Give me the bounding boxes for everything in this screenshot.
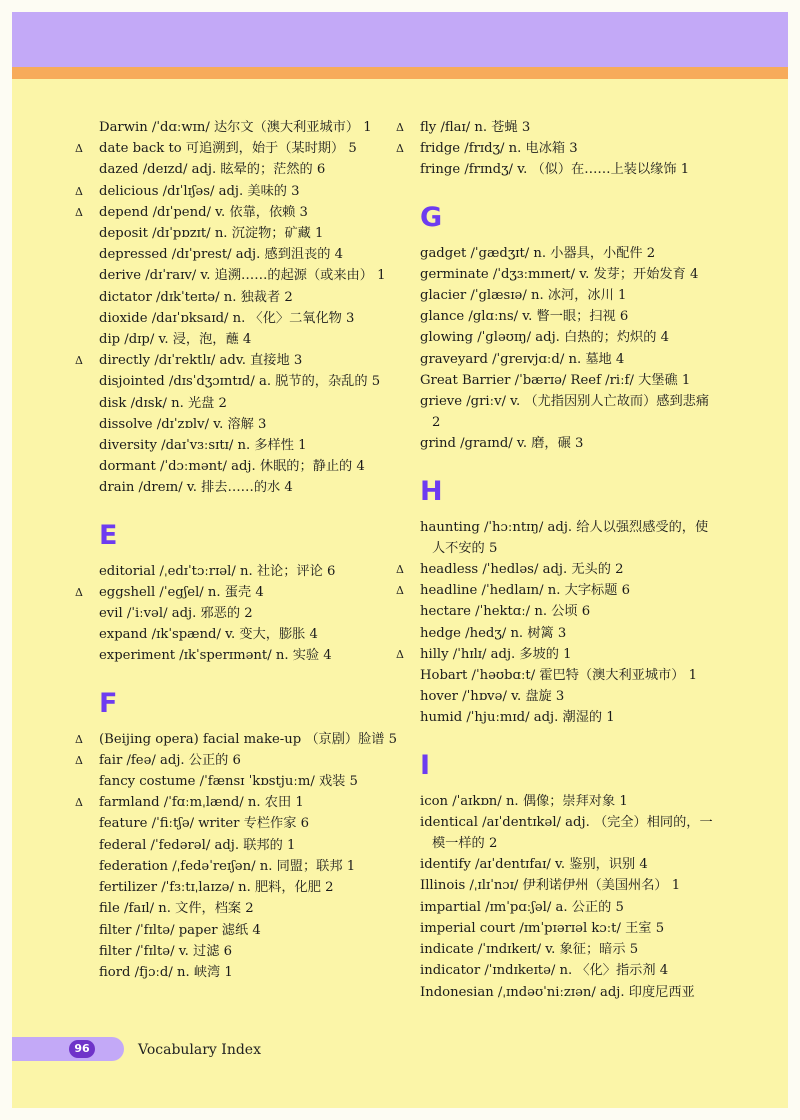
vocab-entry <box>420 665 720 686</box>
footer-title: Vocabulary Index <box>138 1042 261 1058</box>
vocab-entry-text: fancy costume /ˈfænsɪ ˈkɒstjuːm/ 戏装 5 <box>99 774 358 790</box>
vocab-entry <box>99 308 399 329</box>
vocab-entry <box>99 117 399 138</box>
page-number: 96 <box>69 1040 95 1058</box>
vocab-entry-text: delicious /dɪˈlɪʃəs/ adj. 美味的 3 <box>99 183 300 199</box>
vocab-entry-text: hectare /ˈhektɑː/ n. 公顷 6 <box>420 604 591 620</box>
vocab-entry-text: icon /ˈaɪkɒn/ n. 偶像；崇拜对象 1 <box>420 793 628 809</box>
vocab-entry <box>420 791 720 812</box>
vocab-entry <box>420 686 720 707</box>
vocab-entry <box>99 477 399 498</box>
vocab-entry-text: eggshell /ˈegʃel/ n. 蛋壳 4 <box>99 584 264 600</box>
vocab-entry <box>420 285 720 306</box>
vocab-entry-text: deposit /dɪˈpɒzɪt/ n. 沉淀物；矿藏 1 <box>99 226 324 242</box>
vocab-entry-text: gadget /ˈgædʒɪt/ n. 小器具，小配件 2 <box>420 245 656 261</box>
vocab-entry <box>420 623 720 644</box>
vocab-entry-text: grieve /griːv/ v. （尤指因别人亡故而）感到悲痛 2 <box>420 394 710 431</box>
vocab-entry <box>420 854 720 875</box>
vocab-entry <box>99 813 399 834</box>
vocab-entry: Δ (Beijing opera) facial make-up （京剧）脸谱 5 <box>75 731 398 747</box>
vocab-entry <box>99 771 399 792</box>
vocab-entry <box>420 391 720 433</box>
section-letter: G <box>420 201 443 233</box>
vocab-entry-text: derive /dɪˈraɪv/ v. 追溯……的起源（或来由） 1 <box>99 268 386 284</box>
vocab-entry <box>99 898 399 919</box>
vocab-entry-text: Great Barrier /ˈbærɪə/ Reef /riːf/ 大堡礁 1 <box>420 372 691 388</box>
index-column-right <box>396 117 720 1003</box>
header-stripe <box>12 67 788 79</box>
vocab-entry: Δ hilly /ˈhɪlɪ/ adj. 多坡的 1 <box>396 646 572 662</box>
vocab-entry-text: file /faɪl/ n. 文件，档案 2 <box>99 901 254 917</box>
vocab-entry: Δ depend /dɪˈpend/ v. 依靠，依赖 3 <box>75 204 308 220</box>
vocab-entry <box>99 393 399 414</box>
vocab-entry <box>99 435 399 456</box>
vocab-entry <box>99 962 399 983</box>
vocab-entry-text: fair /feə/ adj. 公正的 6 <box>99 752 241 768</box>
vocab-entry <box>99 877 399 898</box>
vocab-entry-text: humid /ˈhjuːmɪd/ adj. 潮湿的 1 <box>420 710 615 726</box>
vocab-entry-text: drain /dreɪn/ v. 排去……的水 4 <box>99 480 293 496</box>
vocab-entry <box>99 835 399 856</box>
vocab-entry-text: hedge /hedʒ/ n. 树篱 3 <box>420 625 567 641</box>
vocab-entry <box>420 707 720 728</box>
vocab-entry: Δ fridge /frɪdʒ/ n. 电冰箱 3 <box>396 141 578 157</box>
vocab-entry-text: germinate /ˈdʒɜːmɪneɪt/ v. 发芽；开始发育 4 <box>420 266 699 282</box>
vocab-entry-text: diversity /daɪˈvɜːsɪtɪ/ n. 多样性 1 <box>99 438 307 454</box>
vocab-entry-text: editorial /ˌedɪˈtɔːrɪəl/ n. 社论；评论 6 <box>99 563 336 579</box>
vocab-entry <box>420 370 720 391</box>
vocab-entry <box>420 601 720 622</box>
vocab-entry-text: fiord /fjɔːd/ n. 峡湾 1 <box>99 964 233 980</box>
vocab-entry-text: Darwin /ˈdɑːwɪn/ 达尔文（澳大利亚城市） 1 <box>99 120 372 135</box>
vocab-entry <box>420 517 720 559</box>
page <box>12 12 788 1108</box>
section-letter: H <box>420 475 443 507</box>
vocab-entry: Δ directly /dɪˈrektlɪ/ adv. 直接地 3 <box>75 353 303 369</box>
vocab-entry <box>420 159 720 180</box>
vocab-entry-text: federal /ˈfedərəl/ adj. 联邦的 1 <box>99 837 296 853</box>
vocab-entry-text: dictator /dɪkˈteɪtə/ n. 独裁者 2 <box>99 289 293 305</box>
vocab-entry-text: hilly /ˈhɪlɪ/ adj. 多坡的 1 <box>420 646 572 662</box>
vocab-entry <box>420 939 720 960</box>
vocab-entry <box>420 960 720 981</box>
vocab-entry-text: directly /dɪˈrektlɪ/ adv. 直接地 3 <box>99 353 303 369</box>
vocab-entry-text: evil /ˈiːvəl/ adj. 邪恶的 2 <box>99 606 253 622</box>
vocab-entry <box>99 561 399 582</box>
vocab-entry <box>99 603 399 624</box>
vocab-entry: Δ fair /feə/ adj. 公正的 6 <box>75 752 241 768</box>
vocab-entry <box>420 897 720 918</box>
vocab-entry-text: dip /dɪp/ v. 浸，泡，蘸 4 <box>99 332 252 348</box>
vocab-entry-text: dioxide /daɪˈɒksaɪd/ n. 〈化〉二氧化物 3 <box>99 310 355 326</box>
vocab-entry-text: impartial /ɪmˈpɑːʃəl/ a. 公正的 5 <box>420 899 624 915</box>
vocab-entry <box>99 371 399 392</box>
vocab-entry <box>420 327 720 348</box>
vocab-entry <box>99 414 399 435</box>
vocab-entry: Δ eggshell /ˈegʃel/ n. 蛋壳 4 <box>75 584 264 600</box>
index-column-left <box>75 117 399 983</box>
vocab-entry <box>99 329 399 350</box>
vocab-entry-text: identify /aɪˈdentɪfaɪ/ v. 鉴别，识别 4 <box>420 857 648 873</box>
vocab-entry-text: headline /ˈhedlaɪn/ n. 大字标题 6 <box>420 583 630 599</box>
vocab-entry-text: experiment /ɪkˈsperɪmənt/ n. 实验 4 <box>99 648 332 664</box>
vocab-entry <box>99 244 399 265</box>
vocab-entry-text: dissolve /dɪˈzɒlv/ v. 溶解 3 <box>99 416 267 432</box>
header-band <box>12 12 788 67</box>
vocab-entry <box>99 456 399 477</box>
vocab-entry-text: headless /ˈhedləs/ adj. 无头的 2 <box>420 562 624 578</box>
vocab-entry-text: glacier /ˈglæsɪə/ n. 冰河，冰川 1 <box>420 288 627 304</box>
vocab-entry: Δ headless /ˈhedləs/ adj. 无头的 2 <box>396 562 624 578</box>
vocab-entry-text: indicate /ˈɪndɪkeɪt/ v. 象征；暗示 5 <box>420 942 639 958</box>
vocab-entry <box>420 875 720 896</box>
vocab-entry-text: graveyard /ˈgreɪvjɑːd/ n. 墓地 4 <box>420 351 625 367</box>
vocab-entry-text: imperial court /ɪmˈpɪərɪəl kɔːt/ 王室 5 <box>420 920 665 936</box>
vocab-entry-text: feature /ˈfiːtʃə/ writer 专栏作家 6 <box>99 816 310 832</box>
vocab-entry-text: farmland /ˈfɑːmˌlænd/ n. 农田 1 <box>99 795 304 811</box>
vocab-entry <box>99 159 399 180</box>
vocab-entry-text: filter /ˈfɪltə/ paper 滤纸 4 <box>99 922 261 938</box>
vocab-entry-text: date back to 可追溯到，始于（某时期） 5 <box>99 141 357 157</box>
vocab-entry: Δ delicious /dɪˈlɪʃəs/ adj. 美味的 3 <box>75 183 300 199</box>
vocab-entry-text: fly /flaɪ/ n. 苍蝇 3 <box>420 120 531 135</box>
vocab-entry-text: fertilizer /ˈfɜːtɪˌlaɪzə/ n. 肥料，化肥 2 <box>99 880 334 896</box>
vocab-entry <box>420 349 720 370</box>
vocab-entry: Δ date back to 可追溯到，始于（某时期） 5 <box>75 141 357 157</box>
section-letter: E <box>99 519 118 551</box>
vocab-entry <box>420 433 720 454</box>
vocab-entry-text: Illinois /ˌɪlɪˈnɔɪ/ 伊利诺伊州（美国州名） 1 <box>420 878 681 894</box>
vocab-entry <box>99 920 399 941</box>
vocab-entry-text: identical /aɪˈdentɪkəl/ adj. （完全）相同的，一模一样的 2 <box>420 814 713 852</box>
vocab-entry <box>99 941 399 962</box>
vocab-entry-text: Indonesian /ˌɪndəʊˈniːzɪən/ adj. 印度尼西亚 <box>420 984 695 1000</box>
vocab-entry-text: fridge /frɪdʒ/ n. 电冰箱 3 <box>420 141 578 157</box>
vocab-entry-text: grind /graɪnd/ v. 磨，碾 3 <box>420 436 584 452</box>
vocab-entry-text: glance /glɑːns/ v. 瞥一眼；扫视 6 <box>420 309 629 325</box>
vocab-entry <box>420 264 720 285</box>
vocab-entry-text: disjointed /dɪsˈdʒɔɪntɪd/ a. 脱节的，杂乱的 5 <box>99 374 381 390</box>
vocab-entry-text: filter /ˈfɪltə/ v. 过滤 6 <box>99 943 232 959</box>
vocab-entry <box>420 306 720 327</box>
vocab-entry-text: fringe /frɪndʒ/ v. （似）在……上装以缘饰 1 <box>420 162 690 178</box>
vocab-entry <box>99 645 399 666</box>
vocab-entry-text: hover /ˈhɒvə/ v. 盘旋 3 <box>420 689 565 705</box>
vocab-entry-text: indicator /ˈɪndɪkeɪtə/ n. 〈化〉指示剂 4 <box>420 963 669 979</box>
vocab-entry <box>420 918 720 939</box>
vocab-entry <box>420 812 720 854</box>
vocab-entry-text: dazed /deɪzd/ adj. 眩晕的；茫然的 6 <box>99 162 326 178</box>
footer-pill <box>12 1037 124 1061</box>
vocab-entry-text: federation /ˌfedəˈreɪʃən/ n. 同盟；联邦 1 <box>99 858 356 874</box>
vocab-entry-text: Hobart /ˈhəʊbɑːt/ 霍巴特（澳大利亚城市） 1 <box>420 668 697 684</box>
vocab-entry <box>99 223 399 244</box>
vocab-entry-text: disk /dɪsk/ n. 光盘 2 <box>99 395 227 411</box>
vocab-entry-text: expand /ɪkˈspænd/ v. 变大，膨胀 4 <box>99 627 318 643</box>
vocab-entry: Δ fly /flaɪ/ n. 苍蝇 3 <box>396 120 531 135</box>
vocab-entry: Δ headline /ˈhedlaɪn/ n. 大字标题 6 <box>396 583 630 599</box>
vocab-entry <box>99 624 399 645</box>
section-letter: I <box>420 749 431 781</box>
vocab-entry-text: depend /dɪˈpend/ v. 依靠，依赖 3 <box>99 204 308 220</box>
vocab-entry: Δ farmland /ˈfɑːmˌlænd/ n. 农田 1 <box>75 795 304 811</box>
vocab-entry <box>99 856 399 877</box>
vocab-entry-text: haunting /ˈhɔːntɪŋ/ adj. 给人以强烈感受的，使人不安的 5 <box>420 519 709 556</box>
vocab-entry-text: depressed /dɪˈprest/ adj. 感到沮丧的 4 <box>99 247 344 263</box>
vocab-entry <box>420 982 720 1003</box>
vocab-entry-text: (Beijing opera) facial make-up （京剧）脸谱 5 <box>99 731 398 747</box>
vocab-entry-text: glowing /ˈgləʊɪŋ/ adj. 白热的；灼炽的 4 <box>420 330 669 346</box>
vocab-entry <box>99 265 399 286</box>
vocab-entry-text: dormant /ˈdɔːmənt/ adj. 休眠的；静止的 4 <box>99 459 365 475</box>
vocab-entry <box>420 243 720 264</box>
section-letter: F <box>99 687 118 719</box>
vocab-entry <box>99 287 399 308</box>
